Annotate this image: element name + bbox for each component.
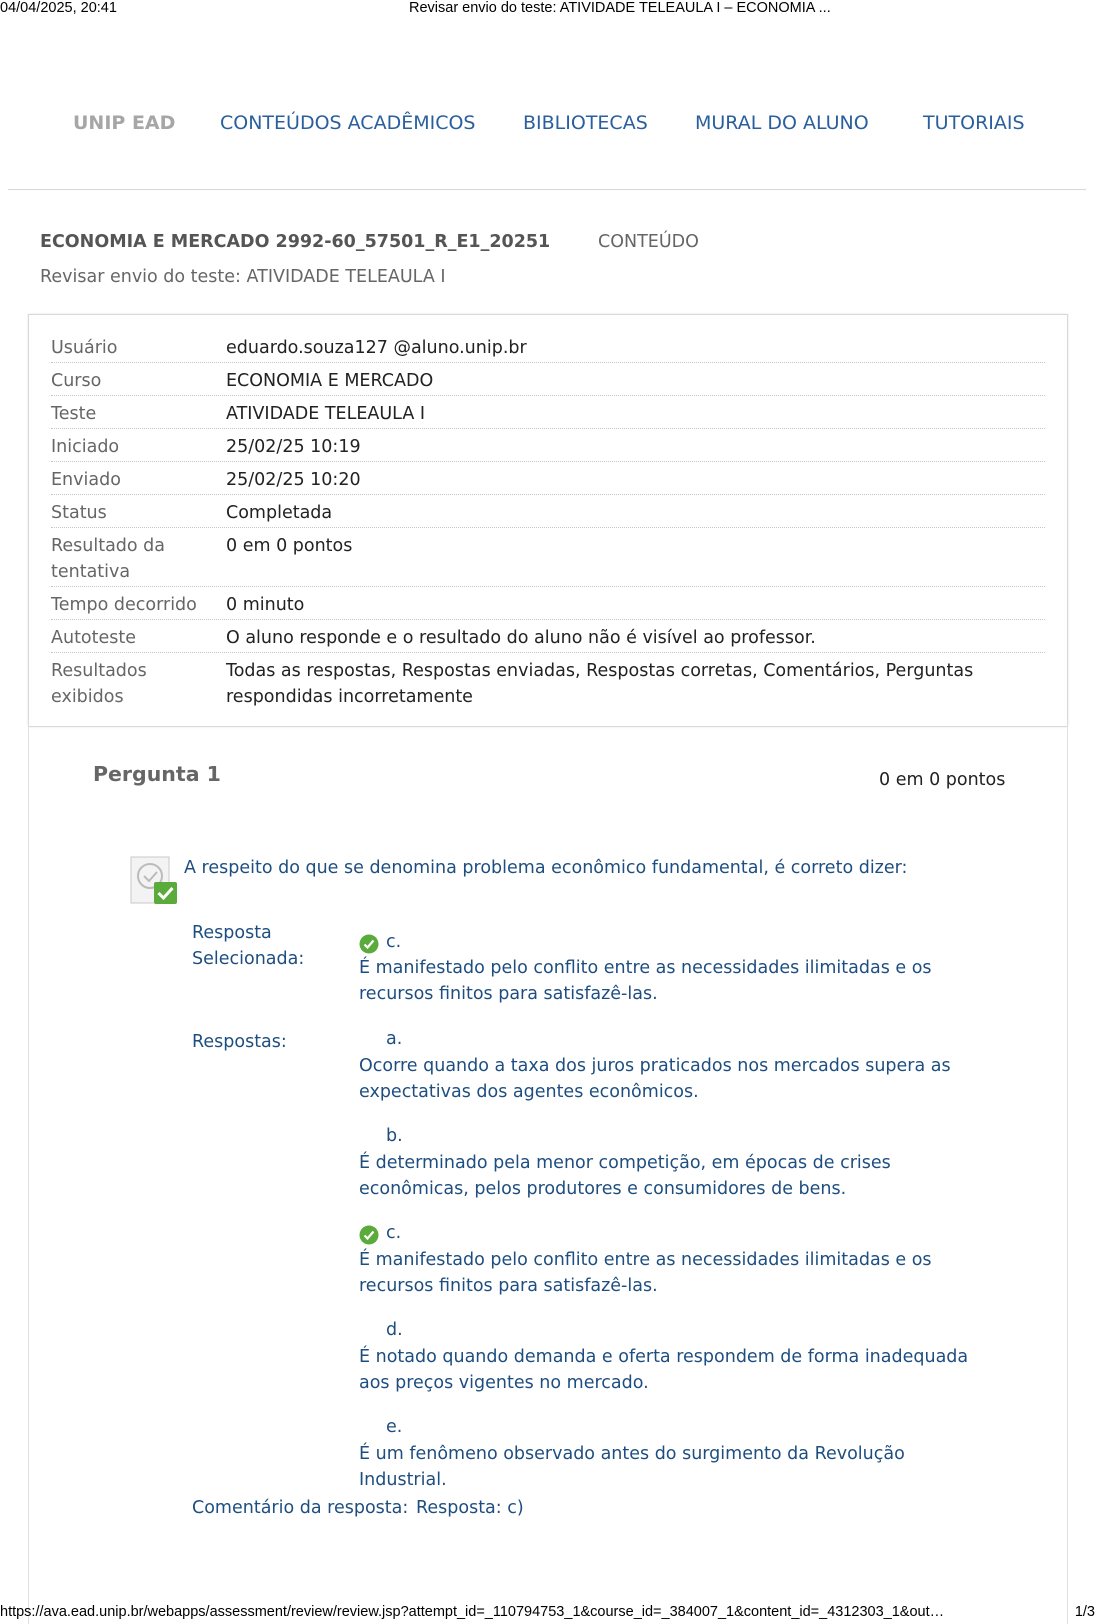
info-value: O aluno responde e o resultado do aluno não é visível ao professor. (226, 628, 816, 648)
print-header (0, 0, 1095, 18)
nav-conteudos-academicos[interactable]: CONTEÚDOS ACADÊMICOS (220, 112, 476, 134)
page-title: Revisar envio do teste: ATIVIDADE TELEAULA I (40, 267, 446, 287)
info-label: Teste (51, 404, 97, 424)
info-row-status (51, 500, 1045, 528)
info-value: 0 em 0 pontos (226, 536, 353, 556)
info-row-autoteste (51, 625, 1045, 653)
print-page-number: 1/3 (1074, 1604, 1095, 1620)
info-label: Usuário (51, 338, 118, 358)
comment-label: Comentário da resposta: (192, 1498, 409, 1518)
info-label: Status (51, 503, 107, 523)
print-footer (0, 1604, 1095, 1624)
option-text-c: É manifestado pelo conflito entre as necessidades ilimitadas e os recursos finitos para satisfazê-las. (359, 1250, 932, 1296)
info-value: Completada (226, 503, 333, 523)
info-label: Tempo decorrido (51, 595, 197, 615)
attempt-info-box (28, 314, 1068, 727)
nav-unip-ead[interactable]: UNIP EAD (73, 112, 176, 134)
course-title[interactable]: ECONOMIA E MERCADO 2992-60_57501_R_E1_20251 (40, 232, 551, 252)
option-letter-e: e. (386, 1417, 403, 1437)
selected-answer-text: É manifestado pelo conflito entre as necessidades ilimitadas e os recursos finitos para satisfazê-las. (359, 958, 932, 1004)
info-label: Resultado da tentativa (51, 536, 166, 582)
info-row-curso (51, 368, 1045, 396)
info-value: ECONOMIA E MERCADO (226, 371, 434, 391)
info-row-teste (51, 401, 1045, 429)
top-navigation (0, 112, 1095, 152)
info-row-resultado (51, 533, 1045, 587)
info-label: Resultados exibidos (51, 661, 147, 707)
comment-value: Resposta: c) (416, 1498, 524, 1518)
nav-bibliotecas[interactable]: BIBLIOTECAS (523, 112, 648, 134)
info-label: Enviado (51, 470, 121, 490)
selected-answer-letter: c. (386, 932, 402, 952)
info-value: 25/02/25 10:20 (226, 470, 361, 490)
correct-check-icon (359, 934, 379, 954)
info-row-iniciado (51, 434, 1045, 462)
info-label: Iniciado (51, 437, 120, 457)
question-title: Pergunta 1 (93, 762, 221, 786)
option-letter-d: d. (386, 1320, 403, 1340)
info-value: 25/02/25 10:19 (226, 437, 361, 457)
info-value: Todas as respostas, Respostas enviadas, Respostas corretas, Comentários, Perguntas respondidas incorretamente (226, 661, 974, 707)
print-date: 04/04/2025, 20:41 (0, 0, 117, 16)
print-document-title: Revisar envio do teste: ATIVIDADE TELEAULA I – ECONOMIA ... (409, 0, 831, 16)
selected-answer-label: Resposta Selecionada: (192, 923, 305, 969)
info-row-usuario (51, 335, 1045, 363)
info-value: 0 minuto (226, 595, 305, 615)
breadcrumb-conteudo[interactable]: CONTEÚDO (598, 232, 699, 252)
info-row-enviado (51, 467, 1045, 495)
info-label: Curso (51, 371, 102, 391)
question-points: 0 em 0 pontos (879, 770, 1006, 790)
info-label: Autoteste (51, 628, 137, 648)
option-text-a: Ocorre quando a taxa dos juros praticados nos mercados supera as expectativas dos agentes econômicos. (359, 1056, 951, 1102)
info-value: ATIVIDADE TELEAULA I (226, 404, 426, 424)
nav-mural-do-aluno[interactable]: MURAL DO ALUNO (695, 112, 869, 134)
nav-tutoriais[interactable]: TUTORIAIS (923, 112, 1025, 134)
question-text: A respeito do que se denomina problema econômico fundamental, é correto dizer: (184, 858, 908, 878)
option-letter-a: a. (386, 1029, 403, 1049)
nav-divider (8, 189, 1086, 190)
option-letter-b: b. (386, 1126, 403, 1146)
info-value: eduardo.souza127 @aluno.unip.br (226, 338, 527, 358)
option-letter-c: c. (386, 1223, 402, 1243)
correct-question-icon (130, 856, 180, 906)
info-row-resultados-exibidos (51, 658, 1045, 714)
option-text-e: É um fenômeno observado antes do surgimento da Revolução Industrial. (359, 1444, 905, 1490)
info-row-tempo (51, 592, 1045, 620)
option-text-d: É notado quando demanda e oferta respondem de forma inadequada aos preços vigentes no mercado. (359, 1347, 969, 1393)
option-text-b: É determinado pela menor competição, em épocas de crises econômicas, pelos produtores e consumidores de bens. (359, 1153, 891, 1199)
print-url: https://ava.ead.unip.br/webapps/assessment/review/review.jsp?attempt_id=_110794753_1&course_id=_384007_1&content_id=_4312303_1&out… (0, 1604, 945, 1620)
answers-label: Respostas: (192, 1032, 287, 1052)
correct-check-icon (359, 1225, 379, 1245)
